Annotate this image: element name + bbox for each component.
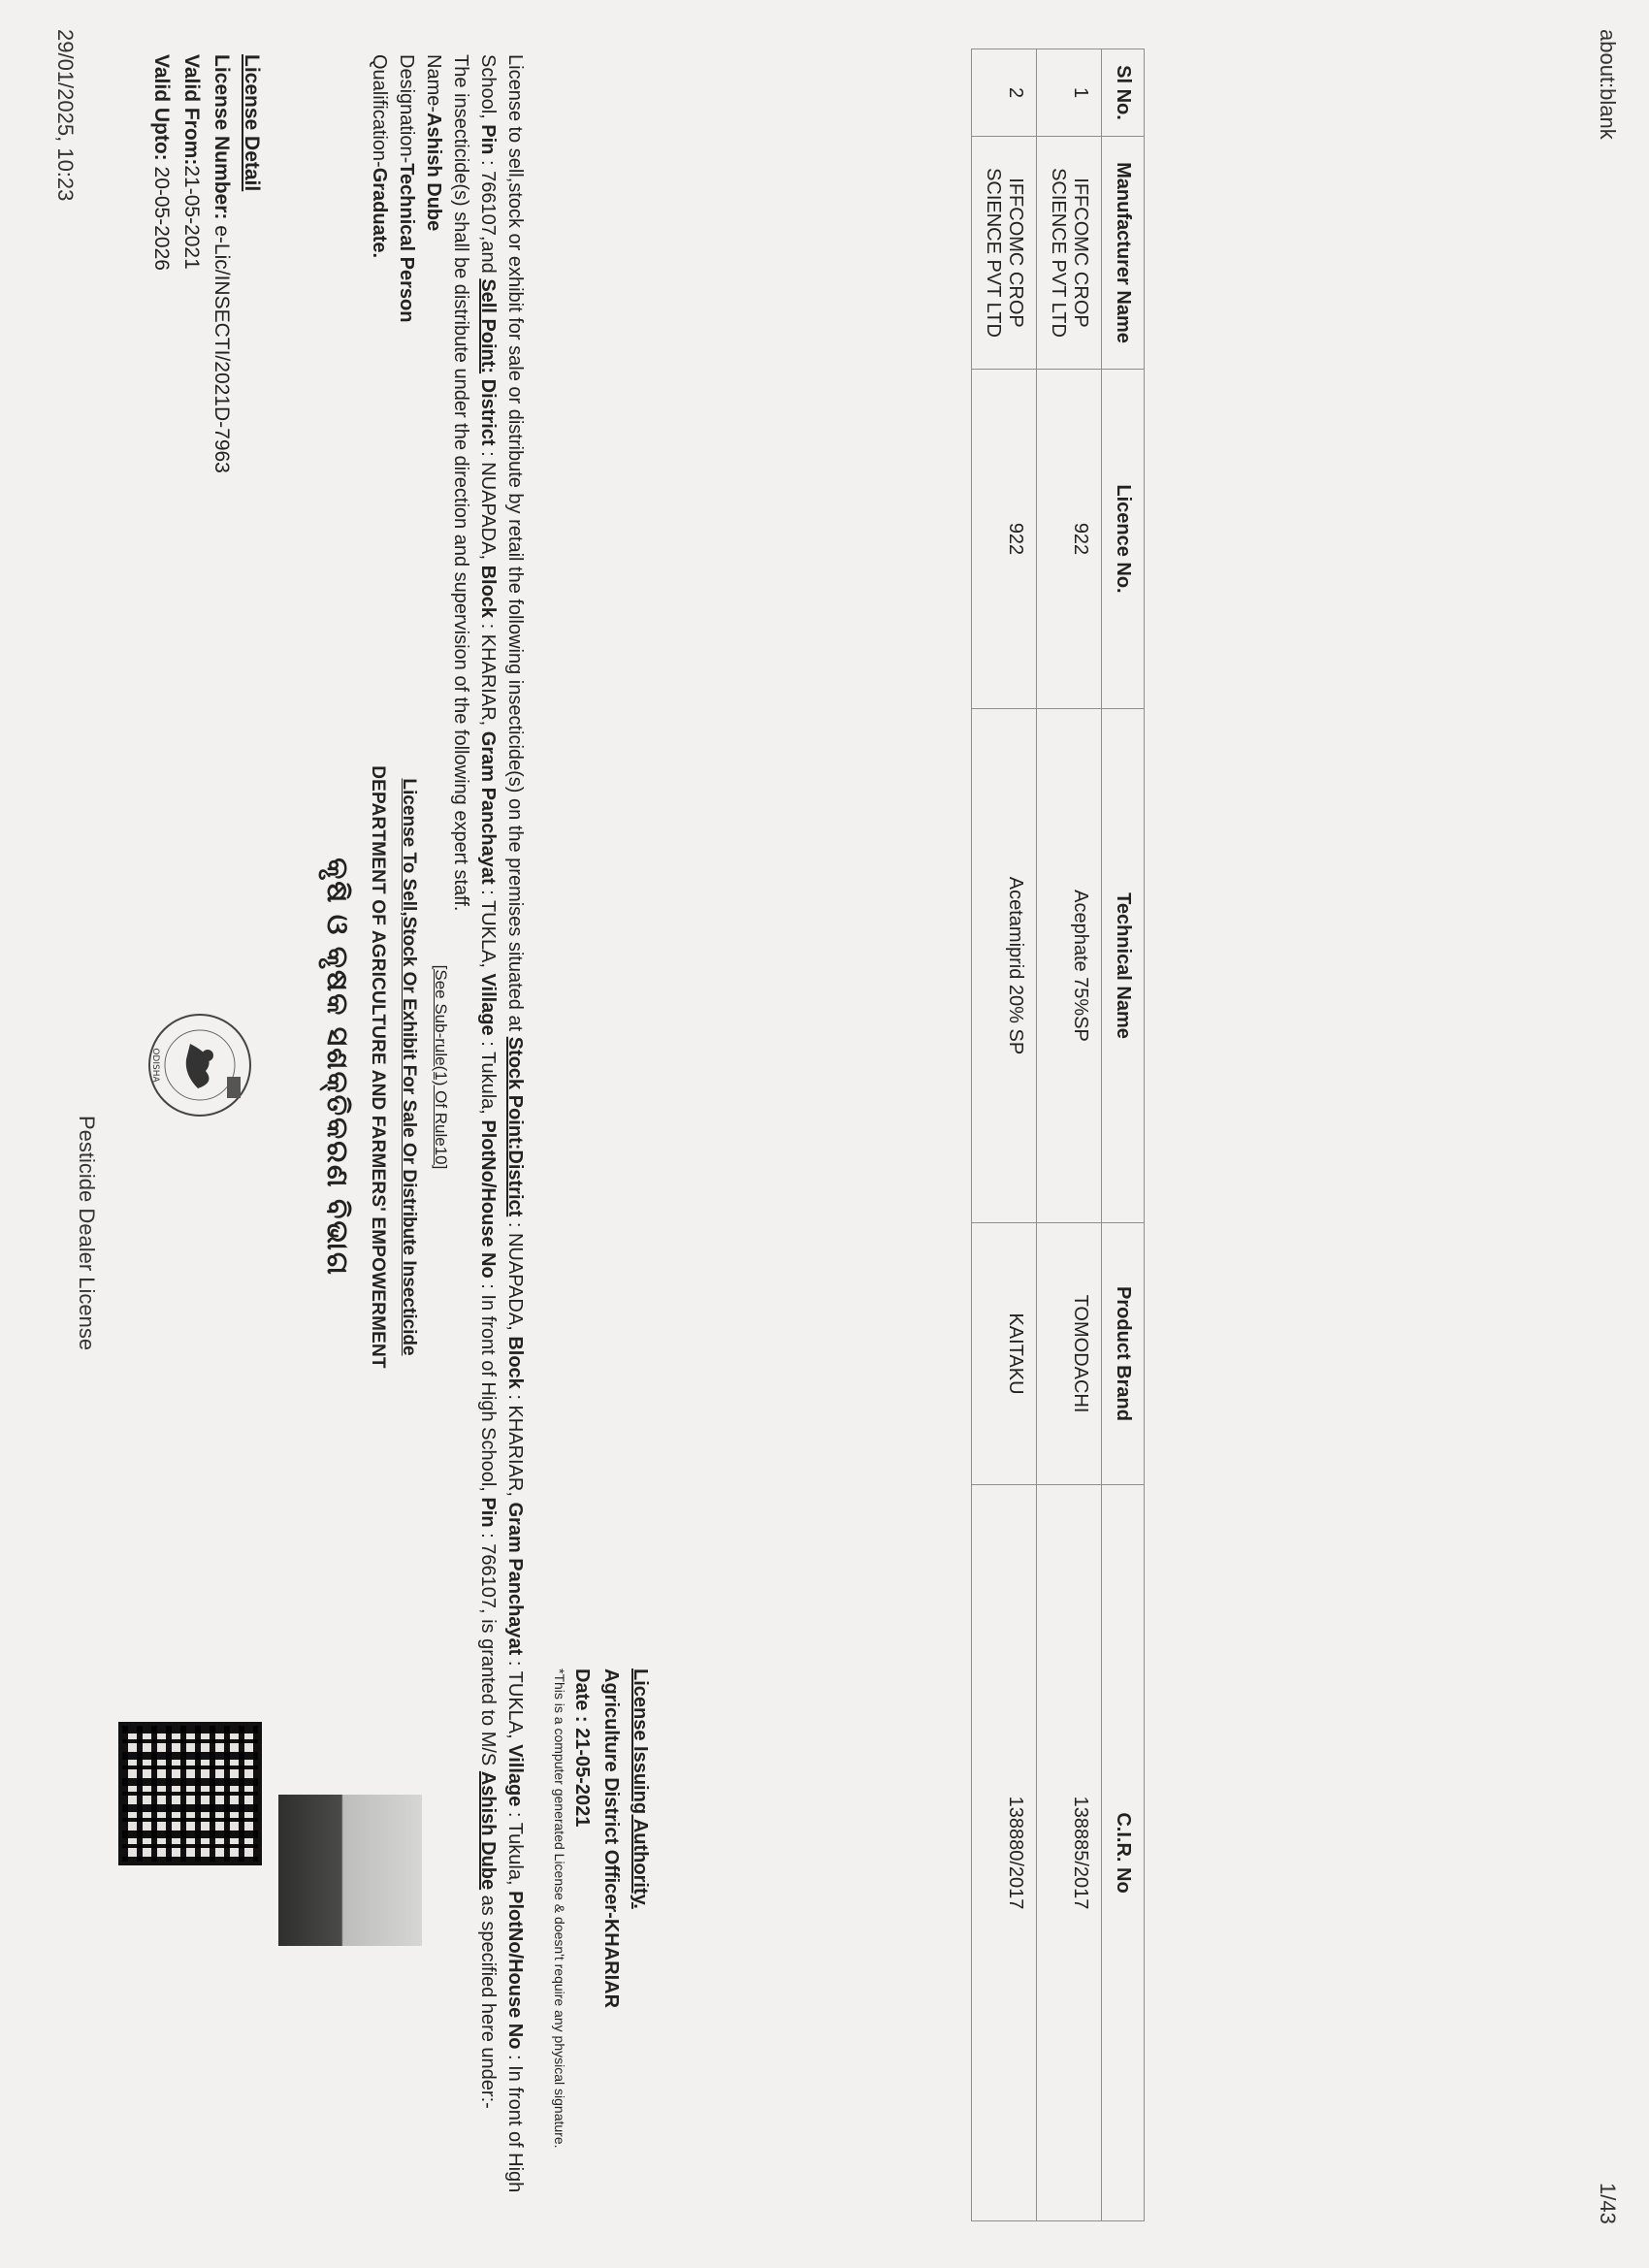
valid-from-line: Valid From:21-05-2021 — [180, 54, 203, 270]
authority-heading: License Issuing Authority. — [630, 1669, 651, 1909]
expert-designation: Designation-Technical Person — [396, 54, 417, 323]
print-timestamp: 29/01/2025, 10:23 — [53, 29, 78, 202]
table-cell: 138885/2017 — [1037, 1485, 1102, 2221]
license-body — [366, 54, 529, 2218]
table-cell: 138880/2017 — [972, 1485, 1037, 2221]
department-title: DEPARTMENT OF AGRICULTURE AND FARMERS' EMPOWERMENT — [368, 765, 388, 1369]
license-detail-block — [146, 54, 267, 733]
authority-date: Date : 21-05-2021 — [571, 1669, 593, 1828]
table-header-cell: Product Brand — [1102, 1223, 1145, 1485]
license-subtitle: License To Sell,Stock Or Exhibit For Sale Or Distribute Insecticide — [399, 778, 419, 1356]
table-cell: 2 — [972, 49, 1037, 137]
products-table — [971, 49, 1145, 2221]
table-cell: TOMODACHI — [1037, 1223, 1102, 1485]
table-row — [1037, 49, 1102, 2221]
table-header-row — [1102, 49, 1145, 2221]
dealer-name: Ashish Dube — [477, 1770, 499, 1891]
valid-from-date: 21-05-2021 — [180, 165, 203, 270]
table-cell: 922 — [1037, 370, 1102, 709]
table-cell: IFFCOMC CROP SCIENCE PVT LTD — [1037, 137, 1102, 370]
issuing-authority-block — [551, 1669, 655, 2212]
table-header-cell: Sl No. — [1102, 49, 1145, 137]
table-cell: 1 — [1037, 49, 1102, 137]
table-row — [972, 49, 1037, 2221]
license-number-line: License Number: e-Lic/INSECTI/2021D-7963 — [210, 54, 233, 473]
svg-text:ODISHA: ODISHA — [150, 1048, 160, 1083]
odia-department-title: କୃଷି ଓ କୃଷକ ସଶକ୍ତିକରଣ ବିଭାଗ — [321, 858, 353, 1277]
valid-upto-date: 20-05-2026 — [150, 166, 173, 271]
table-header-cell: C.I.R. No — [1102, 1485, 1145, 2221]
qr-code — [118, 1722, 262, 1865]
authority-note: *This is a computer generated License & doesn't require any physical signature. — [552, 1669, 567, 2149]
table-cell: 922 — [972, 370, 1037, 709]
table-cell: IFFCOMC CROP SCIENCE PVT LTD — [972, 137, 1037, 370]
print-page-number: 1/43 — [1596, 2183, 1620, 2224]
rule-reference: [See Sub-rule(1) Of Rule10] — [432, 964, 450, 1170]
table-header-cell: Technical Name — [1102, 709, 1145, 1223]
supervision-paragraph: The insecticide(s) shall be distribute under the direction and supervision of the following expert staff. — [450, 54, 471, 912]
emblem — [146, 1011, 254, 1119]
license-detail-heading: License Detail — [241, 54, 263, 192]
print-url: about:blank — [1596, 29, 1620, 140]
print-header-title: Pesticide Dealer License — [75, 1116, 99, 1351]
valid-upto-line: Valid Upto: 20-05-2026 — [150, 54, 173, 271]
premises-paragraph: License to sell,stock or exhibit for sale or distribute by retail the following insecticide(s) on the premises situated at Stock Point:District : NUAPADA, Block : KHARIAR, Gram Panchayat : TUKLA, Village : Tukula, PlotNo/House No : In front of High School, Pin : 766107,and Sell Point: District : NUAPADA, Block : KHARIAR, Gram Panchayat : TUKLA, Village : Tukula, PlotNo/House No : In front of High School, Pin : 766107, is granted to M/S Ashish Dube as specified here under:- — [477, 54, 526, 2193]
table-header-cell: Manufacturer Name — [1102, 137, 1145, 370]
odisha-emblem-seal-icon — [146, 1011, 254, 1119]
table-cell: KAITAKU — [972, 1223, 1037, 1485]
table-cell: Acephate 75%SP — [1037, 709, 1102, 1223]
expert-qualification: Qualification-Graduate. — [369, 54, 390, 259]
expert-name: Name-Ashish Dube — [423, 54, 444, 232]
table-header-cell: Licence No. — [1102, 370, 1145, 709]
authority-officer: Agriculture District Officer-KHARIAR — [600, 1669, 622, 2009]
table-cell: Acetamiprid 20% SP — [972, 709, 1037, 1223]
license-number: e-Lic/INSECTI/2021D-7963 — [210, 225, 233, 473]
